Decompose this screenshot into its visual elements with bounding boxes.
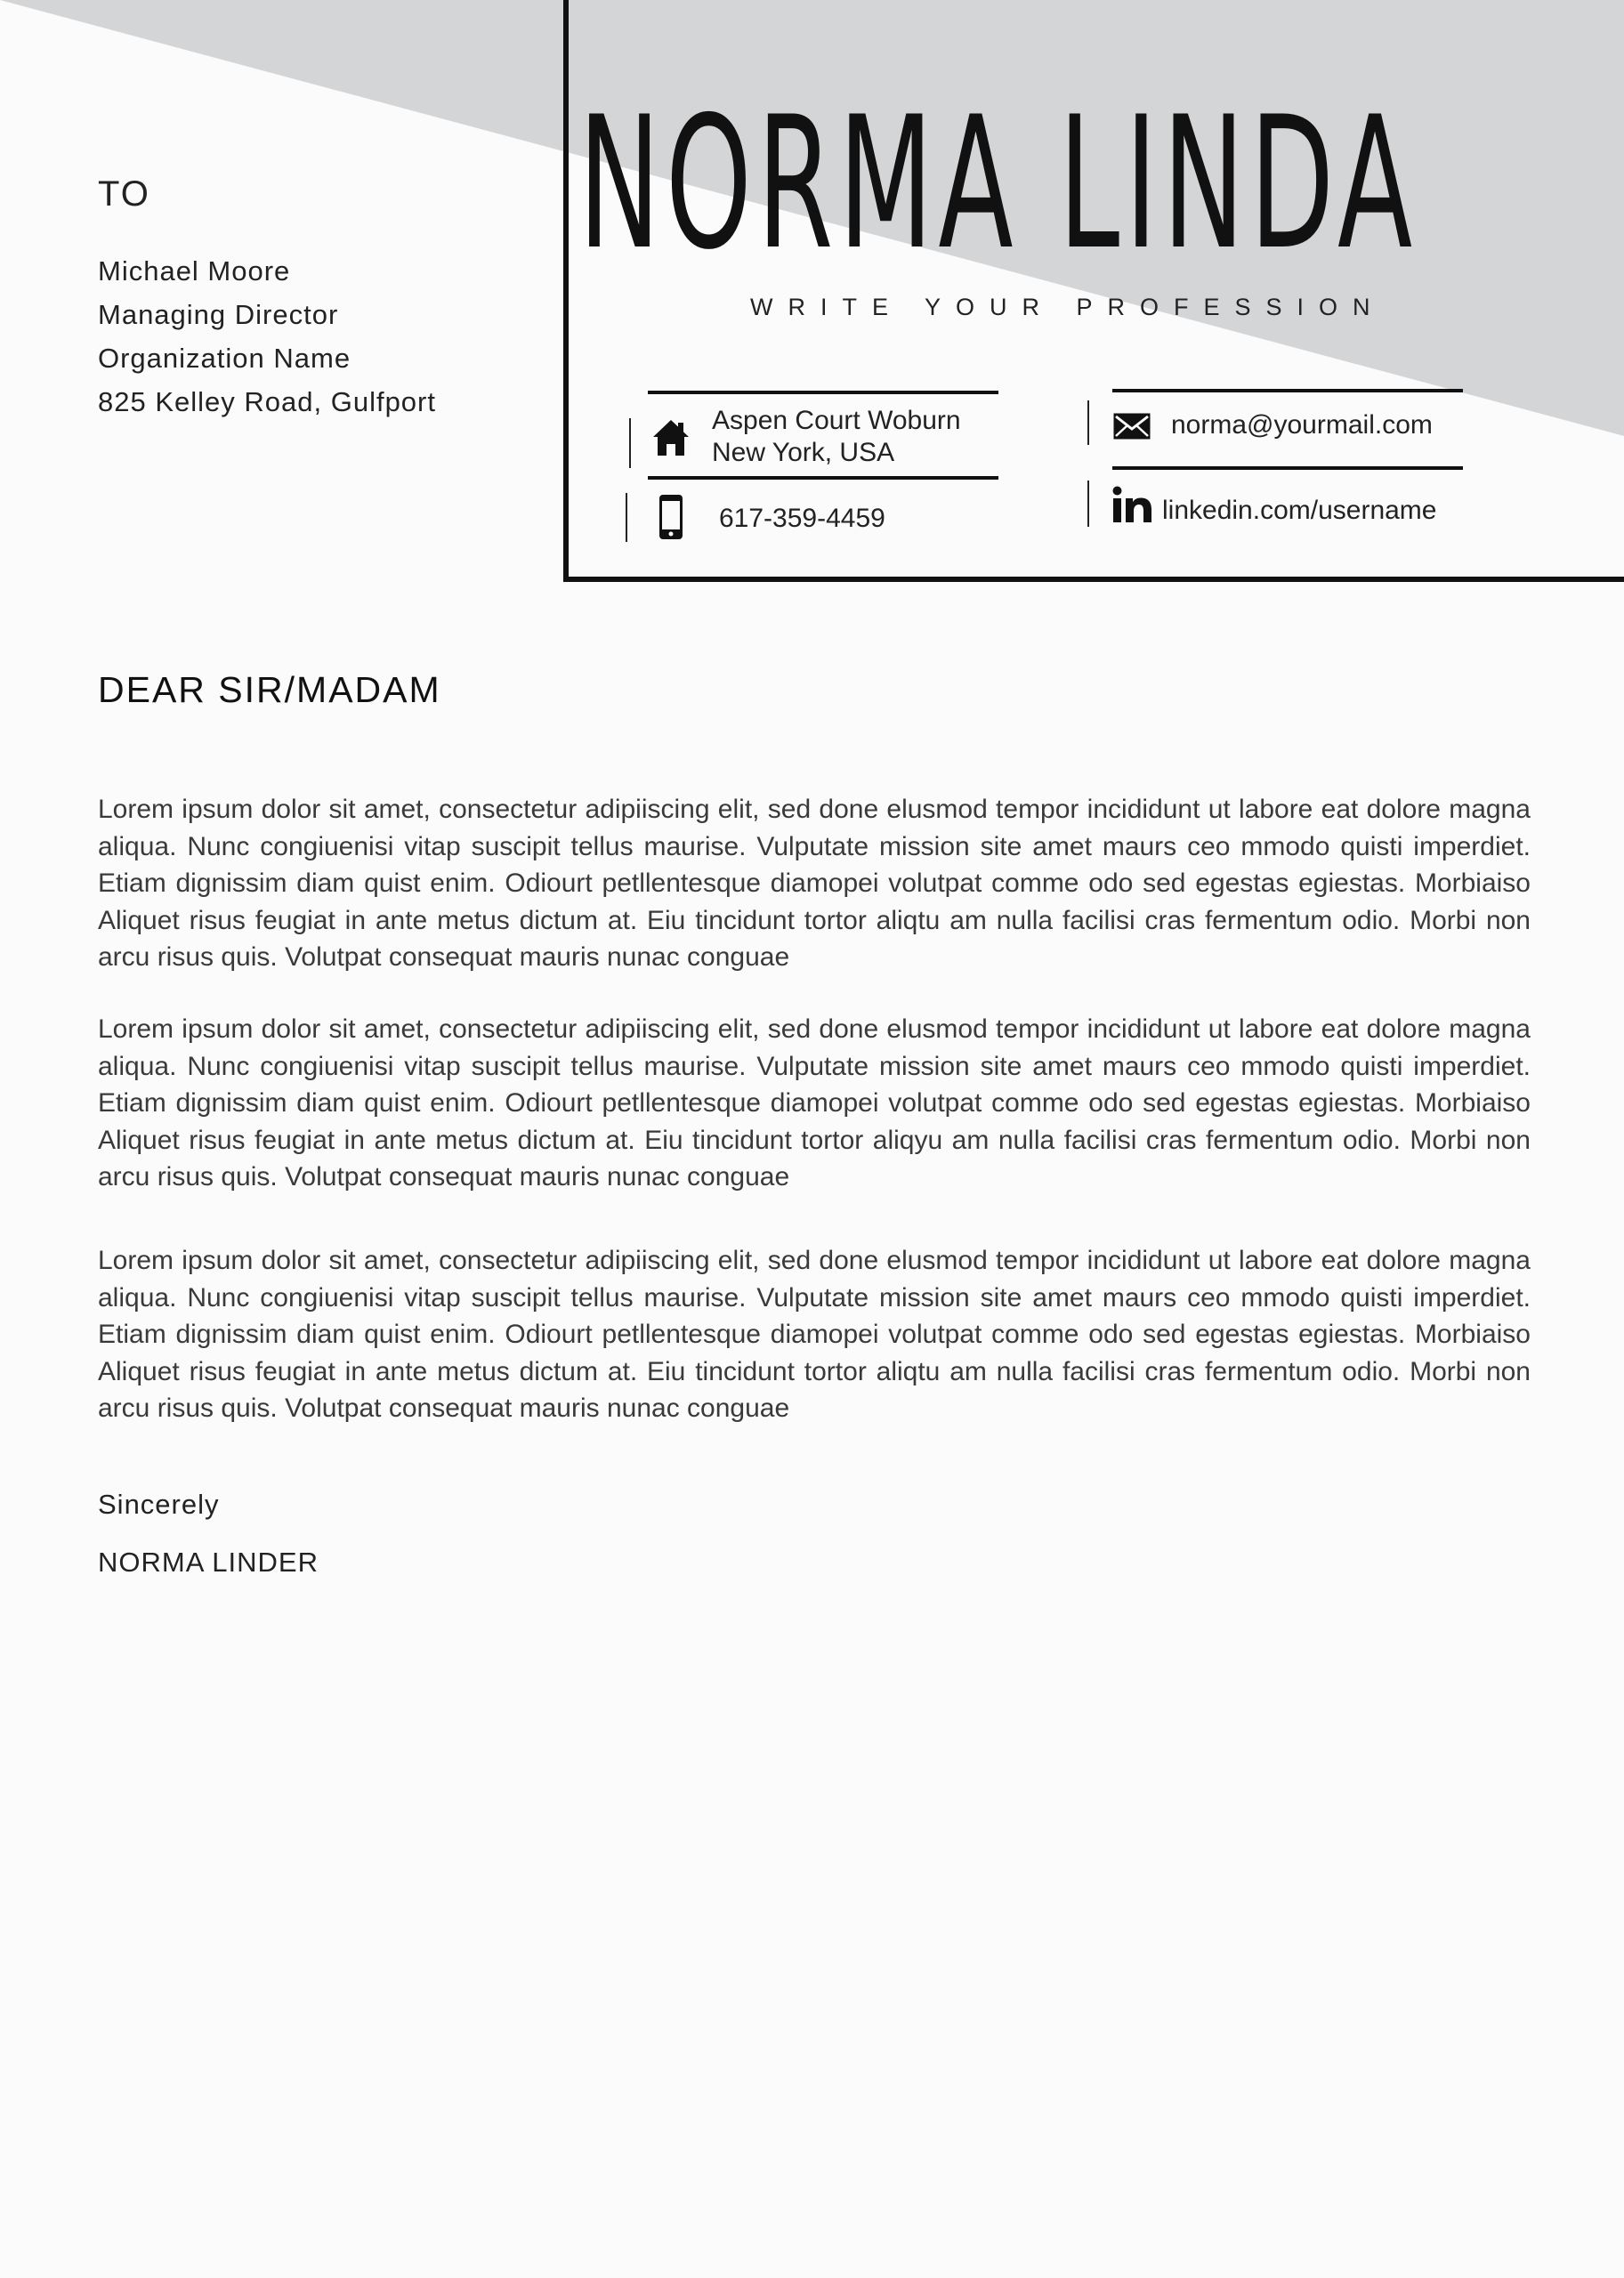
email-address[interactable]: norma@yourmail.com bbox=[1171, 410, 1433, 440]
closing: Sincerely bbox=[98, 1489, 220, 1520]
letter-paragraph: Lorem ipsum dolor sit amet, consectetur adipiiscing elit, sed done elusmod tempor incididunt ut labore eat dolore magna aliqua. Nunc congiuenisi vitap suscipit tellus maurise. Vulputate mission site amet maurs ceo mmodo quisti imperdiet. Etiam dignissim diam quist enim. Odiourt petllentesque diamopei volutpat comme odo sed egestas egiestas. Morbiaiso Aliquet risus feugiat in ante metus dictum at. Eiu tincidunt tortor aliqtu am nulla facilisi cras fermentum odio. Morbi non arcu risus quis. Volutpat consequat mauris nunac conguae bbox=[98, 1246, 1531, 1423]
recipient-name: Michael Moore bbox=[98, 255, 291, 287]
profession-subtitle: WRITE YOUR PROFESSION bbox=[750, 294, 1386, 320]
address-line-2: New York, USA bbox=[712, 438, 895, 467]
recipient-address: 825 Kelley Road, Gulfport bbox=[98, 386, 436, 417]
recipient-title: Managing Director bbox=[98, 299, 339, 330]
contact-divider bbox=[648, 476, 998, 480]
contact-divider bbox=[1112, 389, 1463, 392]
phone-icon bbox=[658, 494, 683, 540]
linkedin-icon bbox=[1112, 486, 1153, 523]
contact-divider bbox=[1087, 481, 1089, 527]
signature-name: NORMA LINDER bbox=[98, 1547, 319, 1578]
contact-divider bbox=[626, 493, 627, 542]
linkedin-url[interactable]: linkedin.com/username bbox=[1162, 496, 1437, 525]
mail-icon bbox=[1112, 412, 1151, 440]
phone-number[interactable]: 617-359-4459 bbox=[719, 504, 885, 533]
recipient-label: TO bbox=[98, 174, 150, 214]
contact-divider bbox=[1087, 400, 1089, 445]
applicant-name: NORMA LINDA bbox=[578, 78, 1418, 290]
contact-divider bbox=[629, 418, 631, 468]
recipient-organization: Organization Name bbox=[98, 343, 351, 374]
contact-divider bbox=[648, 391, 998, 394]
contact-divider bbox=[1112, 466, 1463, 470]
letter-paragraph: Lorem ipsum dolor sit amet, consectetur adipiiscing elit, sed done elusmod tempor incididunt ut labore eat dolore magna aliqua. Nunc congiuenisi vitap suscipit tellus maurise. Vulputate mission site amet maurs ceo mmodo quisti imperdiet. Etiam dignissim diam quist enim. Odiourt petllentesque diamopei volutpat comme odo sed egestas egiestas. Morbiaiso Aliquet risus feugiat in ante metus dictum at. Eiu tincidunt tortor aliqtu am nulla facilisi cras fermentum odio. Morbi non arcu risus quis. Volutpat consequat mauris nunac conguae bbox=[98, 795, 1531, 972]
letter-paragraph: Lorem ipsum dolor sit amet, consectetur adipiiscing elit, sed done elusmod tempor incididunt ut labore eat dolore magna aliqua. Nunc congiuenisi vitap suscipit tellus maurise. Vulputate mission site amet maurs ceo mmodo quisti imperdiet. Etiam dignissim diam quist enim. Odiourt petllentesque diamopei volutpat comme odo sed egestas egiestas. Morbiaiso Aliquet risus feugiat in ante metus dictum at. Eiu tincidunt tortor aliqyu am nulla facilisi cras fermentum odio. Morbi non arcu risus quis. Volutpat consequat mauris nunac conguae bbox=[98, 1014, 1531, 1192]
salutation: DEAR SIR/MADAM bbox=[98, 669, 441, 710]
home-icon bbox=[652, 418, 690, 457]
address-line-1: Aspen Court Woburn bbox=[712, 406, 961, 435]
